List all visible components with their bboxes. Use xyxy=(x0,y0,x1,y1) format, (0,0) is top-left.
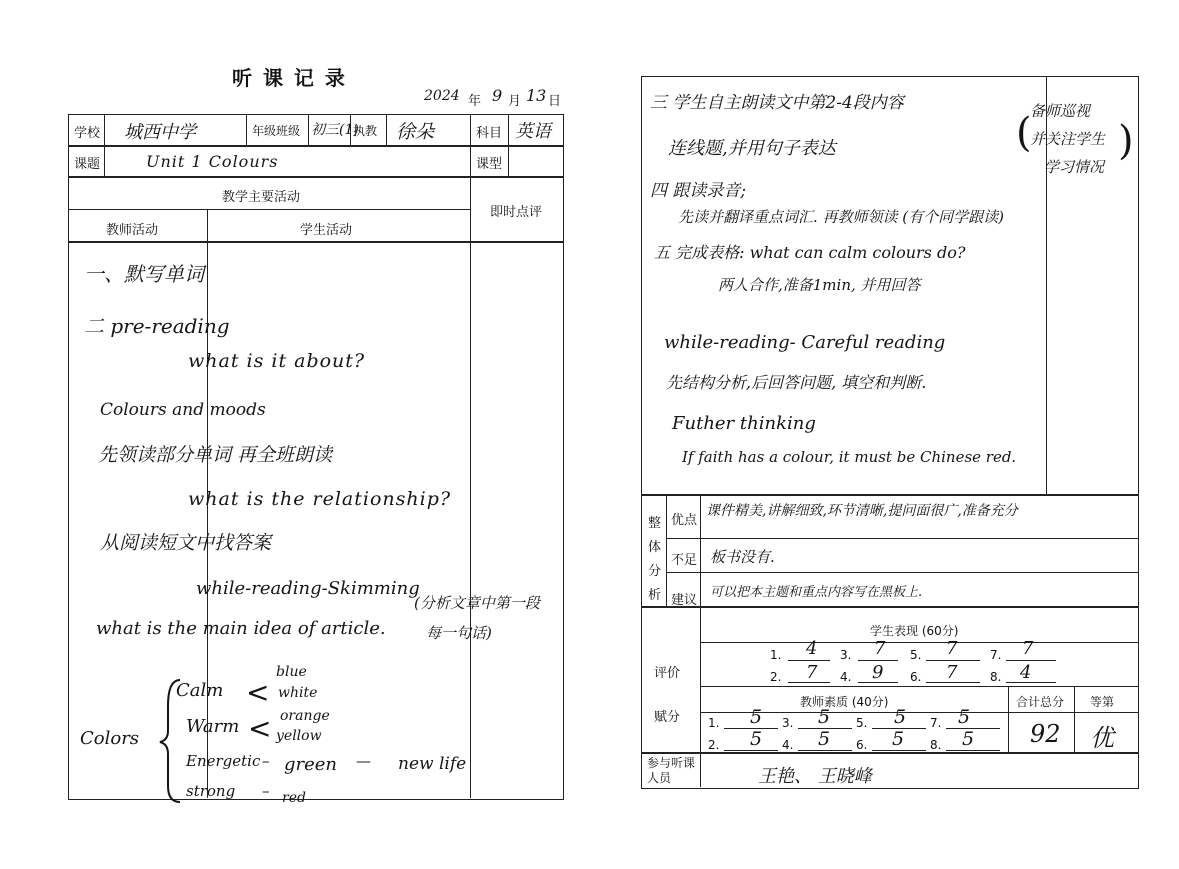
teacher-value: 徐朵 xyxy=(396,121,435,143)
teacher-score-num: 4. xyxy=(782,738,794,752)
activities-header: 教学主要活动 xyxy=(222,190,301,205)
student-score-value: 7 xyxy=(1022,638,1034,659)
suggest-value: 可以把本主题和重点内容写在黑板上. xyxy=(710,585,923,600)
grade-level-label: 等第 xyxy=(1090,695,1115,709)
student-score-num: 8. xyxy=(990,670,1002,684)
note-line: 四 跟读录音; xyxy=(650,181,747,201)
note-line: Futher thinking xyxy=(672,413,816,434)
note-line: 连线题,并用句子表达 xyxy=(668,138,836,159)
student-score-value: 4 xyxy=(806,638,818,659)
teacher-score-value: 5 xyxy=(750,706,763,728)
school-label: 学校 xyxy=(74,126,101,141)
note-line: 先结构分析,后回答问题, 填空和判断. xyxy=(666,373,927,392)
note-line: 两人合作,准备1min, 并用回答 xyxy=(718,276,921,294)
page-title: 听 课 记 录 xyxy=(232,66,347,90)
teacher-label: 执教 xyxy=(353,124,378,138)
teacher-score-value: 5 xyxy=(958,706,971,728)
teacher-score-num: 3. xyxy=(782,716,794,730)
student-score-num: 1. xyxy=(770,648,782,662)
note-line: 每一句话) xyxy=(426,624,492,642)
date-day-char: 日 xyxy=(548,94,562,109)
note-line: 先读并翻译重点词汇. 再教师领读 (有个同学跟读) xyxy=(678,208,1005,226)
suggest-label: 建议 xyxy=(671,593,698,608)
note-line: 从阅读短文中找答案 xyxy=(100,532,272,554)
mindmap-calm-bracket: < xyxy=(246,676,270,709)
student-score-value: 7 xyxy=(946,638,958,659)
side-note-line: 并关注学生 xyxy=(1030,130,1106,148)
total-score-value: 92 xyxy=(1030,720,1061,748)
participants-label: 参与听课人员 xyxy=(647,756,696,785)
teacher-score-num: 2. xyxy=(708,738,720,752)
student-score-value: 4 xyxy=(1020,662,1032,683)
note-line: Colours and moods xyxy=(100,400,266,420)
note-line: 先领读部分单词 再全班朗读 xyxy=(98,444,333,466)
student-score-value: 9 xyxy=(872,662,884,683)
side-note-open-paren: ( xyxy=(1016,110,1032,156)
note-line: while-reading-Skimming xyxy=(196,578,420,599)
analysis-section-label: 整体分析 xyxy=(648,516,662,603)
topic-value: Unit 1 Colours xyxy=(146,152,279,171)
student-score-num: 6. xyxy=(910,670,922,684)
side-note-close-paren: ) xyxy=(1118,118,1134,164)
teacher-score-value: 5 xyxy=(818,706,831,728)
mindmap-warm: Warm xyxy=(186,716,240,737)
side-note-line: 学习情况 xyxy=(1044,158,1105,176)
mindmap-strong: strong xyxy=(186,782,236,800)
total-label: 合计总分 xyxy=(1016,695,1065,709)
mindmap-calm: Calm xyxy=(176,680,224,701)
student-score-value: 7 xyxy=(874,638,886,659)
mindmap-warm-bracket: < xyxy=(248,712,272,745)
mindmap-energetic-extra: new life xyxy=(398,754,467,774)
grade-level-value: 优 xyxy=(1090,724,1114,752)
mindmap-warm-item: yellow xyxy=(276,728,322,744)
strength-label: 优点 xyxy=(671,513,698,528)
date-year: 2024 xyxy=(424,88,460,104)
teacher-score-num: 6. xyxy=(856,738,868,752)
teacher-score-value: 5 xyxy=(750,728,763,750)
mindmap-energetic: Energetic xyxy=(186,752,261,770)
teacher-score-value: 5 xyxy=(818,728,831,750)
date-day: 13 xyxy=(526,86,547,105)
mindmap-energetic-dash2: — xyxy=(356,752,371,770)
note-line: If faith has a colour, it must be Chinese red. xyxy=(682,448,1017,466)
teacher-score-num: 7. xyxy=(930,716,942,730)
weakness-label: 不足 xyxy=(671,553,698,568)
subject-value: 英语 xyxy=(515,121,551,142)
note-line: what is it about? xyxy=(188,350,366,372)
type-label: 课型 xyxy=(476,157,503,172)
teacher-score-line xyxy=(946,710,1000,729)
date-month: 9 xyxy=(492,86,503,105)
teacher-score-value: 5 xyxy=(894,706,907,728)
note-line: (分析文章中第一段 xyxy=(414,594,540,612)
topic-label: 课题 xyxy=(74,157,101,172)
student-score-num: 5. xyxy=(910,648,922,662)
note-line: 一、默写单词 xyxy=(84,262,204,286)
mindmap-energetic-item: green xyxy=(284,754,338,775)
weakness-value: 板书没有. xyxy=(710,548,775,566)
colors-label: Colors xyxy=(80,728,140,749)
note-line: 二 pre-reading xyxy=(84,314,230,338)
date-month-char: 月 xyxy=(508,94,522,109)
strength-value: 课件精美,讲解细致,环节清晰,提问面很广,准备充分 xyxy=(706,503,1018,519)
note-line: what is the main idea of article. xyxy=(96,618,386,639)
teacher-score-num: 5. xyxy=(856,716,868,730)
teacher-score-header: 教师素质 (40分) xyxy=(800,695,889,709)
student-score-value: 7 xyxy=(806,662,818,683)
student-score-num: 4. xyxy=(840,670,852,684)
teacher-column-header: 教师活动 xyxy=(106,223,159,238)
date-year-char: 年 xyxy=(468,94,482,109)
mindmap-warm-item: orange xyxy=(280,708,330,724)
teacher-score-value: 5 xyxy=(892,728,905,750)
note-line: while-reading- Careful reading xyxy=(664,332,946,353)
teacher-score-value: 5 xyxy=(962,728,975,750)
participants-value: 王艳、 王晓峰 xyxy=(758,766,872,787)
student-score-value: 7 xyxy=(946,662,958,683)
student-score-header: 学生表现 (60分) xyxy=(870,624,959,638)
note-line: 三 学生自主朗读文中第2-4段内容 xyxy=(650,93,904,113)
note-line: 五 完成表格: what can calm colours do? xyxy=(654,243,966,262)
evaluation-section-label: 评价赋分 xyxy=(654,666,681,725)
student-score-num: 2. xyxy=(770,670,782,684)
mindmap-strong-item: red xyxy=(282,790,306,806)
student-score-num: 7. xyxy=(990,648,1002,662)
grade-label: 年级班级 xyxy=(252,124,301,138)
mindmap-strong-dash: – xyxy=(262,782,270,800)
subject-label: 科目 xyxy=(476,126,503,141)
note-line: what is the relationship? xyxy=(188,488,452,510)
teacher-score-num: 1. xyxy=(708,716,720,730)
comment-column-header: 即时点评 xyxy=(490,205,543,220)
student-column-header: 学生活动 xyxy=(300,223,353,238)
school-value: 城西中学 xyxy=(124,122,196,143)
student-score-num: 3. xyxy=(840,648,852,662)
teacher-score-num: 8. xyxy=(930,738,942,752)
grade-value: 初三(1) xyxy=(311,122,359,138)
side-note-line: 备师巡视 xyxy=(1030,102,1091,120)
mindmap-energetic-dash: – xyxy=(262,752,270,770)
mindmap-calm-item: white xyxy=(278,685,318,701)
mindmap-calm-item: blue xyxy=(276,664,307,680)
